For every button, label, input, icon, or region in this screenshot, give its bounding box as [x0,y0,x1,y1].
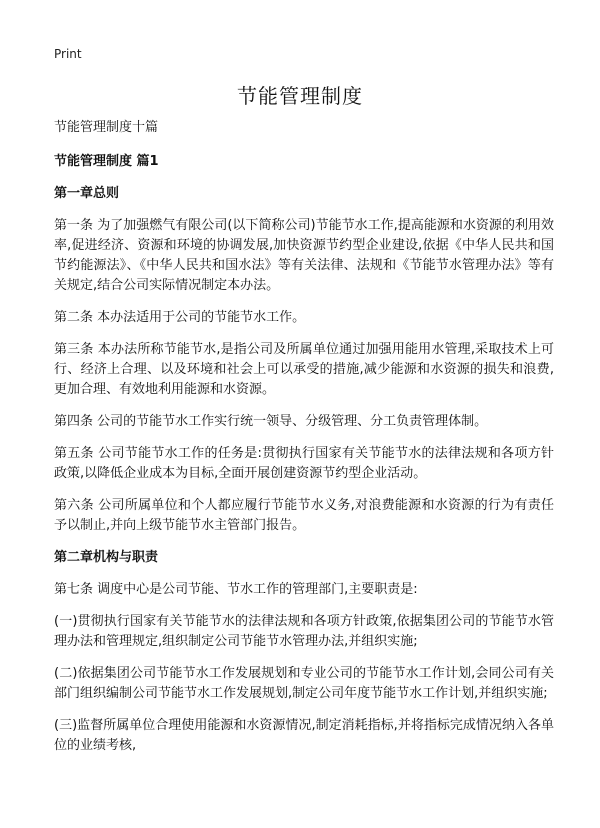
chapter-2-paragraph: (三)监督所属单位合理使用能源和水资源情况,制定消耗指标,并将指标完成情况纳入各单位的业绩考核, [54,718,554,753]
page-title: 节能管理制度 [237,84,363,108]
chapter-1-paragraph: 第一条 为了加强燃气有限公司(以下简称公司)节能节水工作,提高能源和水资源的利用效率,促进经济、资源和环境的协调发展,加快资源节约型企业建设,依据《中华人民共和国节约能源法》、《中华人民共和国水法》等有关法律、法规和《节能节水管理办法》等有关规定,结合公司实际情况制定本办法。 [54,218,554,293]
document-subtitle: 节能管理制度十篇 [54,120,159,135]
chapter-1-paragraph: 第五条 公司节能节水工作的任务是:贯彻执行国家有关节能节水的法律法规和各项方针政策,以降低企业成本为目标,全面开展创建资源节约型企业活动。 [54,446,554,481]
chapter-1-paragraph: 第三条 本办法所称节能节水,是指公司及所属单位通过加强用能用水管理,采取技术上可行、经济上合理、以及环境和社会上可以承受的措施,减少能源和水资源的损失和浪费,更加合理、有效地利用能源和水资源。 [54,342,554,397]
chapter-2-paragraph: 第七条 调度中心是公司节能、节水工作的管理部门,主要职责是: [54,582,418,597]
chapter-2-paragraph: (二)依据集团公司节能节水工作发展规划和专业公司的节能节水工作计划,会同公司有关部门组织编制公司节能节水工作发展规划,制定公司年度节能节水工作计划,并组织实施; [54,666,554,701]
chapter-1-paragraph: 第二条 本办法适用于公司的节能节水工作。 [54,310,306,325]
chapter-1-heading: 第一章总则 [54,186,120,201]
article-heading: 节能管理制度 篇1 [54,154,159,169]
print-link[interactable]: Print [54,47,82,61]
chapter-1-paragraph: 第六条 公司所属单位和个人都应履行节能节水义务,对浪费能源和水资源的行为有责任予以制止,并向上级节能节水主管部门报告。 [54,498,554,533]
chapter-2-paragraph: (一)贯彻执行国家有关节能节水的法律法规和各项方针政策,依据集团公司的节能节水管理办法和管理规定,组织制定公司节能节水管理办法,并组织实施; [54,614,554,649]
chapter-1-paragraph: 第四条 公司的节能节水工作实行统一领导、分级管理、分工负责管理体制。 [54,414,488,429]
chapter-2-heading: 第二章机构与职责 [54,550,159,565]
document-body [54,118,554,768]
